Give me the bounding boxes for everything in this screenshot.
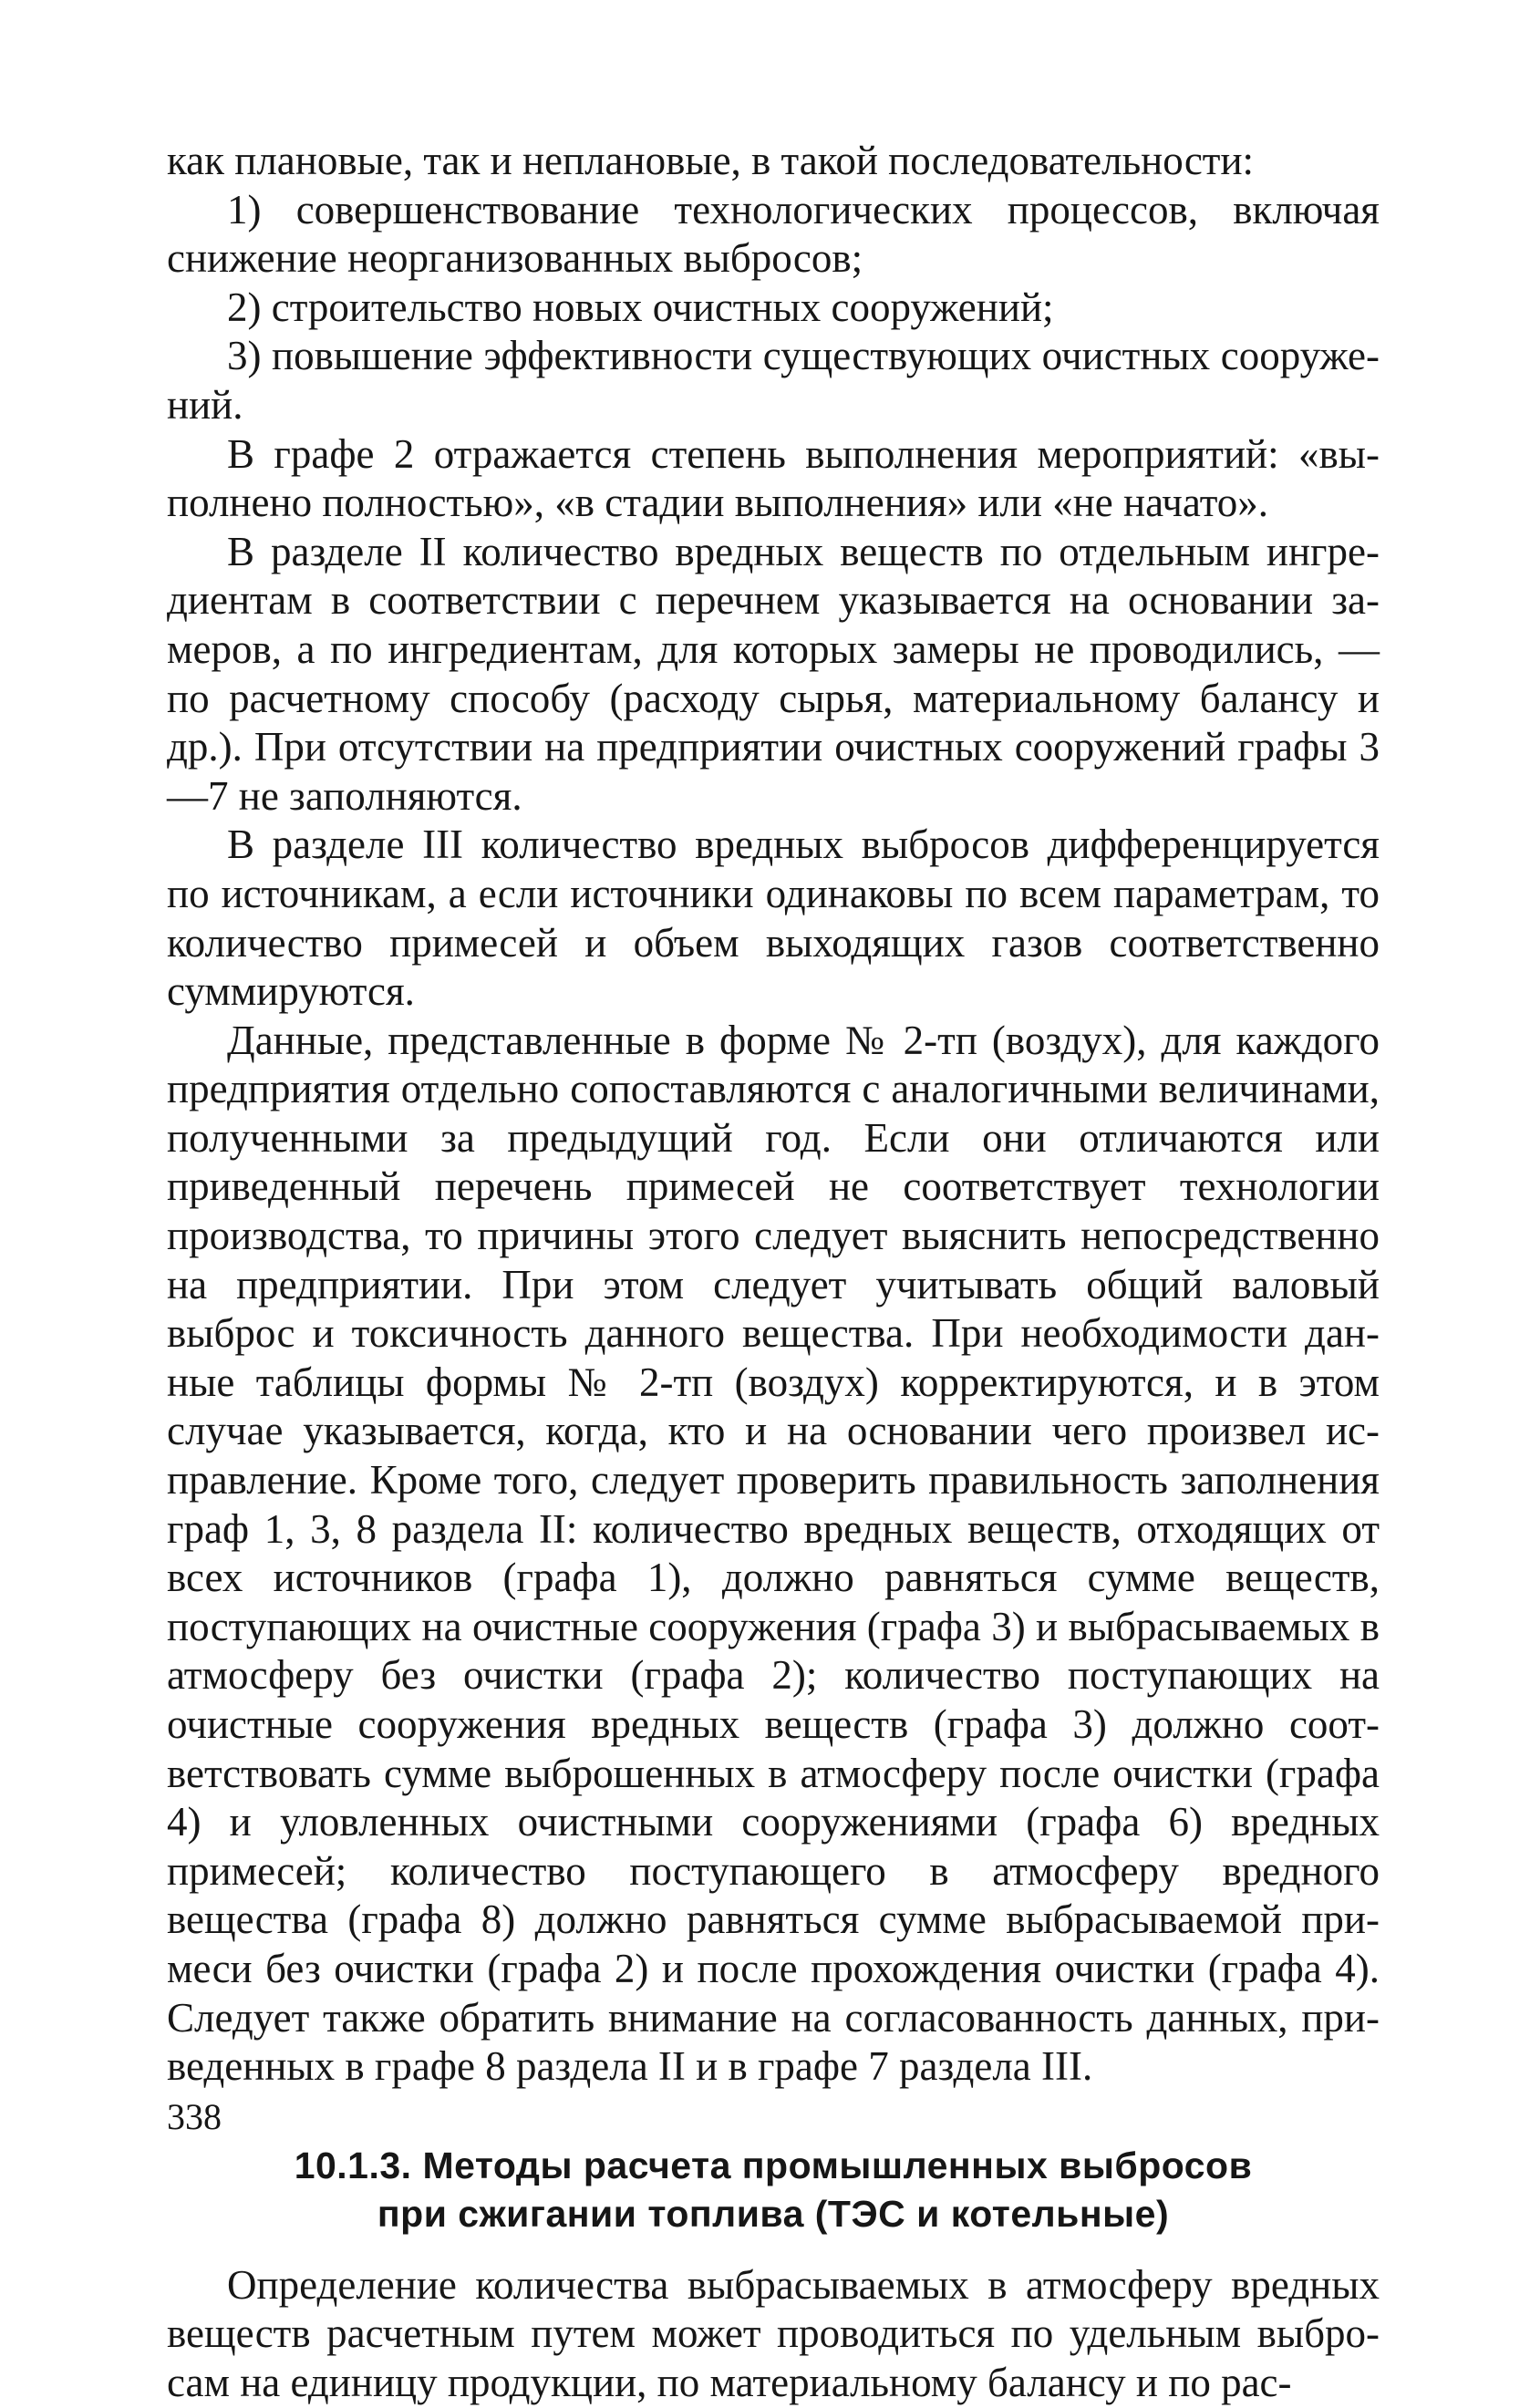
section-heading-line-1: 10.1.3. Методы расчета промышленных выбросов (294, 2144, 1253, 2186)
section-heading (167, 2142, 1380, 2238)
page-content (167, 137, 1380, 2408)
paragraph-continuation: как плановые, так и неплановые, в такой последовательности: (167, 138, 1255, 183)
paragraph-column-2: В графе 2 отражается степень выполнения мероприятий: «выполнено полностью», «в стадии выполнения» или «не начато». (167, 430, 1380, 526)
paragraph-section-iii: В разделе III количество вредных выбросов дифференцируется по источникам, а если источники одинаковы по всем параметрам, то количество примесей и объем выходящих газов соответственно суммируются. (167, 822, 1380, 1015)
section-heading-line-2: при сжигании топлива (ТЭС и котельные) (377, 2192, 1170, 2235)
page-number: 338 (167, 2096, 222, 2137)
paragraph-data-check: Данные, представленные в форме № 2-тп (воздух), для каждого предприятия отдельно сопоставляются с аналогичными величинами, полученными за предыдущий год. Если они отличаются или приведенный перечень примесей не соответствует технологии производства, то причины этого следует выяснить непосредственно на предприятии. При этом следует учитывать общий валовый выброс и токсичность данного вещества. При необходимости данные таблицы формы № 2-тп (воздух) корректируются, и в этом случае указывается, когда, кто и на основании чего произвел исправление. Кроме того, следует проверить правильность заполнения граф 1, 3, 8 раздела II: количество вредных веществ, отходящих от всех источников (графа 1), должно равняться сумме веществ, поступающих на очистные сооружения (графа 3) и выбрасываемых в атмосферу без очистки (графа 2); количество поступающих на очистные сооружения вредных веществ (графа 3) должно соответствовать сумме выброшенных в атмосферу после очистки (графа 4) и уловленных очистными сооружениями (графа 6) вредных примесей; количество поступающего в атмосферу вредного вещества (графа 8) должно равняться сумме выбрасываемой примеси без очистки (графа 2) и после прохождения очистки (графа 4). Следует также обратить внимание на согласованность данных, приведенных в графе 8 раздела II и в графе 7 раздела III. (167, 1017, 1380, 2090)
list-item-3: 3) повышение эффективности существующих очистных сооружений. (167, 333, 1380, 428)
list-item-2: 2) строительство новых очистных сооружений; (227, 284, 1054, 330)
paragraph-calculation-methods: Определение количества выбрасываемых в атмосферу вредных веществ расчетным путем может проводиться по удельным выбросам на единицу продукции, по материальному балансу и по рас- (167, 2261, 1380, 2405)
paragraph-section-ii: В разделе II количество вредных веществ по отдельным ингредиентам в соответствии с перечнем указывается на основании замеров, а по ингредиентам, для которых замеры не проводились, — по расчетному способу (расходу сырья, материальному балансу и др.). При отсутствии на предприятии очистных сооружений графы 3—7 не заполняются. (167, 528, 1380, 819)
list-item-1: 1) совершенствование технологических процессов, включая снижение неорганизованных выбросов; (167, 186, 1380, 282)
